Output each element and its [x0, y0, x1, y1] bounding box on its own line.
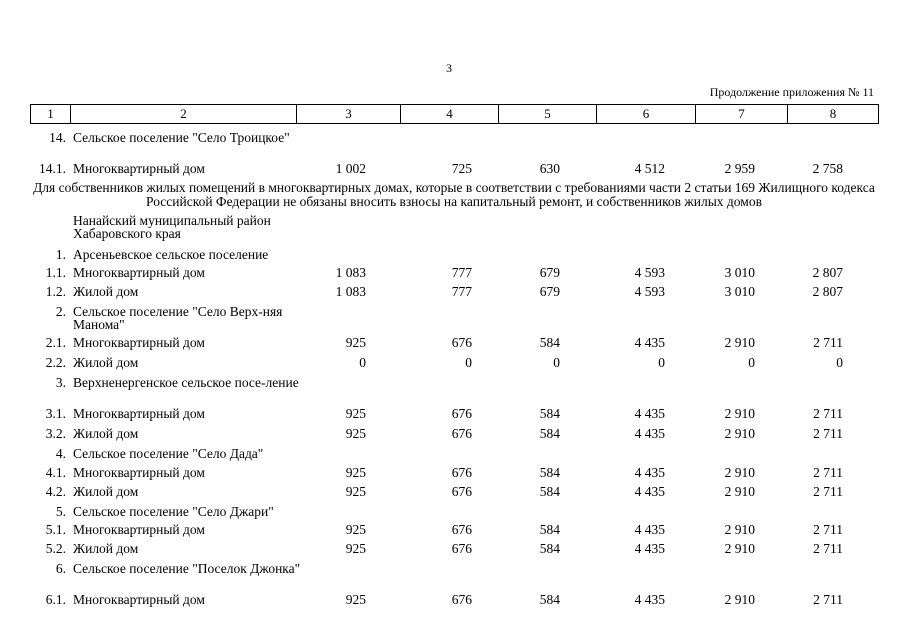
value-cell-col3: 1 002: [335, 161, 366, 176]
district-heading: Нанайский муниципальный район Хабаровского края: [73, 213, 271, 241]
value-cell-col3: 925: [345, 484, 366, 499]
row-number: 3.1.: [45, 406, 66, 421]
value-cell-col3: 925: [345, 522, 366, 537]
value-cell-col6: 4 435: [634, 541, 665, 556]
column-header-cell: 1: [31, 105, 71, 124]
value-cell-col7: 2 910: [724, 426, 755, 441]
row-name: Сельское поселение "Село Троицкое": [73, 130, 290, 145]
value-cell-col8: 2 807: [812, 284, 843, 299]
row-name: Жилой дом: [73, 426, 139, 441]
row-name: Многоквартирный дом: [73, 465, 205, 480]
value-cell-col6: 4 435: [634, 406, 665, 421]
value-cell-col8: 2 711: [813, 406, 843, 421]
row-number: 3.: [55, 375, 66, 390]
row-number: 5.: [55, 504, 66, 519]
row-name: Сельское поселение "Поселок Джонка": [73, 561, 301, 576]
row-name: Многоквартирный дом: [73, 406, 205, 421]
value-cell-col4: 725: [451, 161, 472, 176]
value-cell-col4: 0: [465, 355, 472, 370]
value-cell-col8: 2 711: [813, 465, 843, 480]
notice-paragraph: Для собственников жилых помещений в многоквартирных домах, которые в соответствии с требованиями части 2 статьи 169 Жилищного кодекса Российской Федерации не обязаны вносить взносы на капитальный ремонт, и собственников жилых домов: [33, 180, 875, 209]
value-cell-col8: 2 711: [813, 426, 843, 441]
column-header-cell: 3: [297, 105, 401, 124]
value-cell-col8: 2 711: [813, 541, 843, 556]
value-cell-col8: 2 758: [812, 161, 843, 176]
value-cell-col4: 777: [451, 284, 472, 299]
column-header-cell: 2: [71, 105, 297, 124]
value-cell-col3: 925: [345, 406, 366, 421]
value-cell-col3: 925: [345, 465, 366, 480]
value-cell-col6: 4 435: [634, 592, 665, 607]
value-cell-col5: 584: [539, 522, 560, 537]
value-cell-col3: 925: [345, 541, 366, 556]
row-number: 2.: [55, 304, 66, 319]
value-cell-col7: 2 910: [724, 465, 755, 480]
row-name: Многоквартирный дом: [73, 522, 205, 537]
value-cell-col6: 4 435: [634, 484, 665, 499]
value-cell-col4: 676: [451, 406, 472, 421]
value-cell-col7: 2 910: [724, 541, 755, 556]
value-cell-col8: 0: [836, 355, 843, 370]
row-name: Сельское поселение "Село Дада": [73, 446, 264, 461]
row-number: 2.1.: [45, 335, 66, 350]
value-cell-col4: 676: [451, 426, 472, 441]
value-cell-col6: 4 435: [634, 465, 665, 480]
row-number: 4.: [55, 446, 66, 461]
value-cell-col4: 676: [451, 541, 472, 556]
value-cell-col5: 584: [539, 541, 560, 556]
value-cell-col5: 584: [539, 426, 560, 441]
value-cell-col4: 676: [451, 592, 472, 607]
value-cell-col3: 0: [359, 355, 366, 370]
value-cell-col7: 2 910: [724, 335, 755, 350]
value-cell-col5: 679: [539, 265, 560, 280]
row-name: Жилой дом: [73, 284, 139, 299]
value-cell-col8: 2 711: [813, 335, 843, 350]
value-cell-col7: 2 959: [724, 161, 755, 176]
row-name: Сельское поселение "Село Джари": [73, 504, 274, 519]
value-cell-col7: 2 910: [724, 406, 755, 421]
row-name: Верхненергенское сельское посе-ление: [73, 375, 299, 390]
row-name: Многоквартирный дом: [73, 265, 205, 280]
row-number: 14.1.: [39, 161, 66, 176]
column-header-cell: 7: [696, 105, 788, 124]
value-cell-col5: 584: [539, 335, 560, 350]
row-name: Жилой дом: [73, 355, 139, 370]
row-name: Многоквартирный дом: [73, 161, 205, 176]
row-number: 4.1.: [45, 465, 66, 480]
value-cell-col7: 0: [748, 355, 755, 370]
appendix-continuation-note: Продолжение приложения № 11: [709, 85, 874, 99]
row-number: 5.1.: [45, 522, 66, 537]
row-number: 5.2.: [45, 541, 66, 556]
row-name: Сельское поселение "Село Верх-няя Манома": [73, 304, 283, 332]
row-name: Арсеньевское сельское поселение: [73, 247, 269, 262]
value-cell-col6: 4 593: [634, 265, 665, 280]
value-cell-col5: 679: [539, 284, 560, 299]
value-cell-col4: 676: [451, 335, 472, 350]
page-number: 3: [446, 61, 452, 75]
value-cell-col8: 2 711: [813, 522, 843, 537]
value-cell-col6: 4 512: [634, 161, 665, 176]
value-cell-col8: 2 711: [813, 484, 843, 499]
value-cell-col5: 584: [539, 465, 560, 480]
row-number: 1.: [55, 247, 66, 262]
column-header-cell: 6: [597, 105, 696, 124]
value-cell-col5: 584: [539, 592, 560, 607]
value-cell-col3: 925: [345, 592, 366, 607]
row-number: 14.: [49, 130, 66, 145]
value-cell-col3: 925: [345, 335, 366, 350]
value-cell-col8: 2 711: [813, 592, 843, 607]
value-cell-col5: 0: [553, 355, 560, 370]
column-header-cell: 4: [401, 105, 499, 124]
value-cell-col7: 3 010: [724, 284, 755, 299]
value-cell-col6: 4 593: [634, 284, 665, 299]
value-cell-col6: 4 435: [634, 335, 665, 350]
row-number: 3.2.: [45, 426, 66, 441]
value-cell-col3: 925: [345, 426, 366, 441]
value-cell-col4: 676: [451, 522, 472, 537]
row-name: Многоквартирный дом: [73, 335, 205, 350]
value-cell-col7: 2 910: [724, 484, 755, 499]
column-header-cell: 5: [499, 105, 597, 124]
value-cell-col3: 1 083: [335, 265, 366, 280]
value-cell-col7: 2 910: [724, 592, 755, 607]
column-header-cell: 8: [788, 105, 879, 124]
value-cell-col6: 4 435: [634, 522, 665, 537]
value-cell-col6: 0: [658, 355, 665, 370]
value-cell-col4: 777: [451, 265, 472, 280]
row-number: 4.2.: [45, 484, 66, 499]
value-cell-col4: 676: [451, 465, 472, 480]
value-cell-col5: 584: [539, 484, 560, 499]
value-cell-col5: 630: [539, 161, 560, 176]
value-cell-col4: 676: [451, 484, 472, 499]
row-number: 6.1.: [45, 592, 66, 607]
column-header-table: [30, 104, 879, 124]
value-cell-col5: 584: [539, 406, 560, 421]
row-number: 6.: [55, 561, 66, 576]
row-name: Многоквартирный дом: [73, 592, 205, 607]
value-cell-col8: 2 807: [812, 265, 843, 280]
row-number: 1.2.: [45, 284, 66, 299]
row-name: Жилой дом: [73, 484, 139, 499]
value-cell-col7: 2 910: [724, 522, 755, 537]
value-cell-col7: 3 010: [724, 265, 755, 280]
value-cell-col3: 1 083: [335, 284, 366, 299]
row-number: 2.2.: [45, 355, 66, 370]
row-name: Жилой дом: [73, 541, 139, 556]
value-cell-col6: 4 435: [634, 426, 665, 441]
column-header-row: [31, 105, 879, 124]
row-number: 1.1.: [45, 265, 66, 280]
